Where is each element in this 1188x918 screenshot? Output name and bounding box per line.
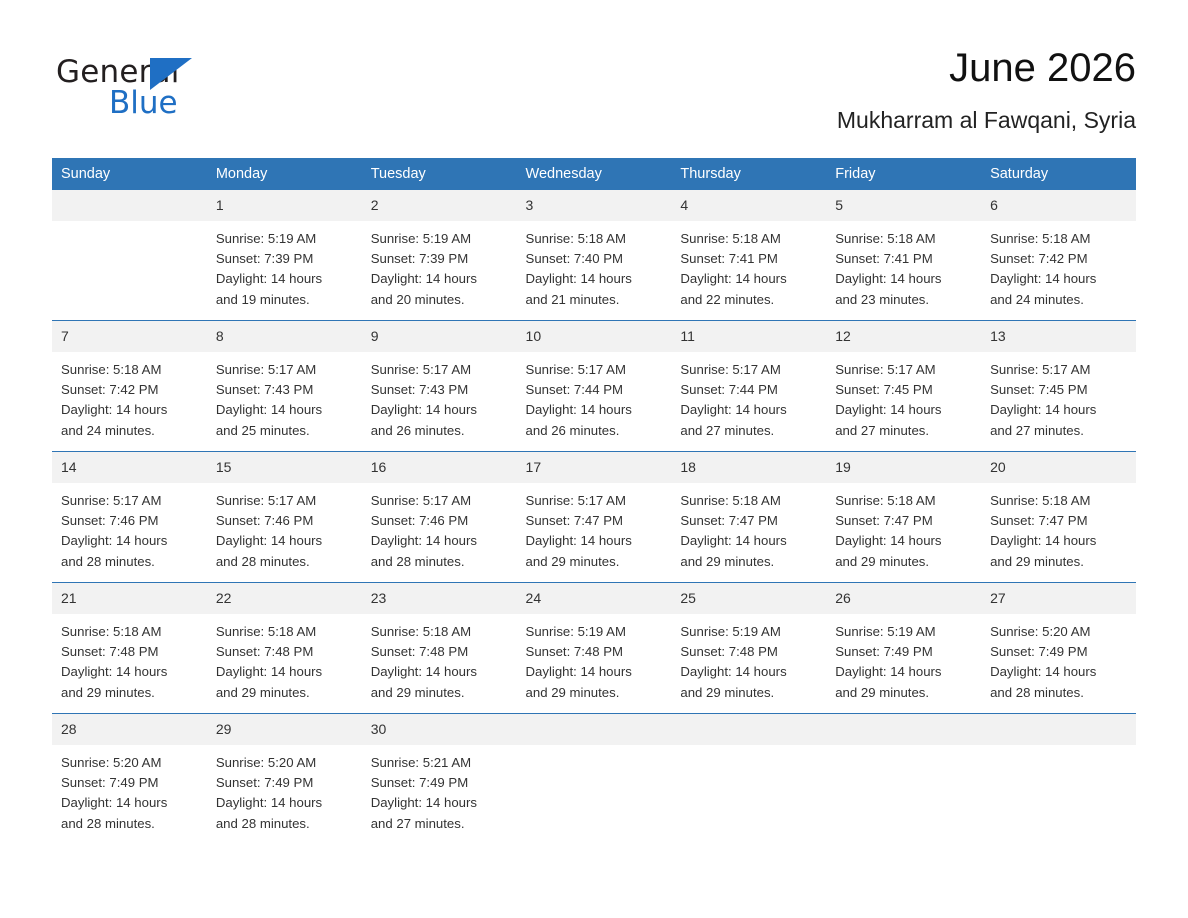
day-info-line: and 29 minutes. [835,684,930,700]
day-info-line: Sunrise: 5:19 AM [525,624,626,639]
day-number: 1 [207,190,362,221]
day-info-line: Sunset: 7:47 PM [680,513,778,529]
day-sun-info [826,221,981,310]
calendar-day-cell [981,320,1136,451]
day-info-line: Sunset: 7:48 PM [215,644,314,660]
day-box[interactable] [981,451,1136,582]
day-info-line: Sunrise: 5:19 AM [215,231,317,246]
day-info-line: Sunrise: 5:18 AM [990,493,1091,508]
day-info-line: and 29 minutes. [990,553,1084,569]
calendar-day-cell [671,713,826,844]
day-info-line: Sunrise: 5:20 AM [990,624,1091,639]
day-number: 29 [207,714,362,745]
day-info-line: and 29 minutes. [525,553,620,569]
day-number: 18 [671,452,826,483]
day-sun-info [517,352,672,441]
calendar-day-cell [517,451,672,582]
calendar-day-cell [826,582,981,713]
day-info-line: and 22 minutes. [680,291,775,307]
day-sun-info [517,483,672,572]
day-sun-info [981,614,1136,703]
day-info-line: Daylight: 14 hours [525,533,632,549]
day-sun-info [981,221,1136,310]
day-number: 25 [671,583,826,614]
day-info-line: Sunrise: 5:17 AM [61,493,162,508]
weekday-header-monday: Monday [207,158,362,189]
day-info-line: Sunrise: 5:21 AM [370,755,472,770]
day-info-line: Daylight: 14 hours [990,402,1097,418]
day-info-line: Daylight: 14 hours [61,533,168,549]
day-info-line: and 29 minutes. [835,553,930,569]
day-info-line: Daylight: 14 hours [370,271,477,287]
day-info-line: and 29 minutes. [215,684,310,700]
calendar-day-cell [517,713,672,844]
day-sun-info [52,352,207,441]
day-box[interactable] [671,320,826,451]
day-info-line: Sunset: 7:49 PM [61,775,159,791]
day-info-line: Daylight: 14 hours [215,402,323,418]
day-info-line: Sunrise: 5:17 AM [215,493,317,508]
day-number: 2 [362,190,517,221]
calendar-day-cell [207,189,362,320]
day-box[interactable] [52,451,207,582]
day-number: 13 [981,321,1136,352]
day-number: 12 [826,321,981,352]
day-info-line: Sunset: 7:39 PM [370,251,469,267]
day-info-line: Sunset: 7:44 PM [525,382,624,398]
day-sun-info [826,483,981,572]
day-info-line: Sunrise: 5:17 AM [370,493,472,508]
day-sun-info [826,614,981,703]
day-info-line: Sunset: 7:42 PM [990,251,1088,267]
day-number: 3 [517,190,672,221]
calendar-day-cell [362,713,517,844]
day-info-line: Sunrise: 5:18 AM [61,624,162,639]
day-info-line: Sunrise: 5:18 AM [680,493,781,508]
day-box[interactable] [826,320,981,451]
day-sun-info [362,745,517,834]
day-sun-info [52,745,207,834]
day-info-line: and 27 minutes. [680,422,775,438]
day-number: 4 [671,190,826,221]
day-info-line: Sunset: 7:40 PM [525,251,624,267]
day-number: 22 [207,583,362,614]
day-info-line: Sunrise: 5:18 AM [61,362,162,377]
weekday-header-friday: Friday [826,158,981,189]
day-info-line: and 28 minutes. [61,815,155,831]
day-info-line: Daylight: 14 hours [215,271,323,287]
day-info-line: Daylight: 14 hours [680,402,787,418]
day-number: 15 [207,452,362,483]
calendar-day-cell [362,582,517,713]
day-info-line: and 19 minutes. [215,291,310,307]
day-info-line: Sunset: 7:41 PM [680,251,778,267]
day-info-line: and 24 minutes. [61,422,155,438]
day-info-line: Sunset: 7:49 PM [215,775,314,791]
day-sun-info [207,221,362,310]
day-info-line: and 29 minutes. [370,684,465,700]
calendar-day-cell [207,320,362,451]
calendar-day-cell [517,189,672,320]
day-box[interactable] [981,582,1136,713]
day-info-line: Sunrise: 5:17 AM [215,362,317,377]
day-number: 10 [517,321,672,352]
day-info-line: Sunrise: 5:17 AM [835,362,936,377]
calendar-week-row [52,189,1136,320]
day-box[interactable] [671,189,826,320]
day-info-line: Sunrise: 5:20 AM [61,755,162,770]
day-sun-info [207,745,362,834]
page-title: June 2026 [949,46,1136,90]
day-info-line: Sunrise: 5:19 AM [370,231,472,246]
day-sun-info [671,352,826,441]
day-number: 27 [981,583,1136,614]
day-box-empty [826,713,981,844]
day-info-line: Daylight: 14 hours [525,402,632,418]
day-number [671,714,826,745]
calendar-day-cell [52,189,207,320]
day-info-line: Daylight: 14 hours [61,402,168,418]
day-sun-info [671,614,826,703]
day-info-line: Sunrise: 5:19 AM [835,624,936,639]
day-info-line: Sunset: 7:48 PM [61,644,159,660]
day-info-line: and 21 minutes. [525,291,620,307]
weekday-header-sunday: Sunday [52,158,207,189]
day-number: 16 [362,452,517,483]
calendar-day-cell [671,582,826,713]
day-number [826,714,981,745]
day-box[interactable] [207,189,362,320]
day-info-line: Daylight: 14 hours [61,664,168,680]
day-info-line: and 28 minutes. [215,815,310,831]
day-info-line: Sunset: 7:47 PM [990,513,1088,529]
day-number: 23 [362,583,517,614]
day-info-line: Sunrise: 5:17 AM [525,362,626,377]
day-info-line: Sunset: 7:49 PM [370,775,469,791]
day-info-line: Daylight: 14 hours [835,664,942,680]
day-info-line: Daylight: 14 hours [215,795,323,811]
day-box[interactable] [826,451,981,582]
day-sun-info [207,352,362,441]
day-box[interactable] [826,582,981,713]
calendar-body [52,189,1136,844]
day-box-empty [671,713,826,844]
day-box-empty [52,189,207,320]
day-info-line: Daylight: 14 hours [370,402,477,418]
day-sun-info [207,483,362,572]
day-info-line: and 29 minutes. [680,553,775,569]
day-box[interactable] [362,320,517,451]
day-box[interactable] [517,582,672,713]
day-number: 8 [207,321,362,352]
day-info-line: Daylight: 14 hours [680,271,787,287]
calendar-day-cell [981,189,1136,320]
day-box[interactable] [207,451,362,582]
weekday-header-tuesday: Tuesday [362,158,517,189]
day-sun-info [517,614,672,703]
day-sun-info [671,483,826,572]
day-info-line: Daylight: 14 hours [215,533,323,549]
calendar-day-cell [671,451,826,582]
calendar-day-cell [52,320,207,451]
day-info-line: Sunset: 7:46 PM [370,513,469,529]
calendar-day-cell [52,713,207,844]
day-box[interactable] [517,320,672,451]
day-box[interactable] [52,582,207,713]
day-number: 30 [362,714,517,745]
day-number: 24 [517,583,672,614]
day-number: 26 [826,583,981,614]
day-info-line: and 27 minutes. [370,815,465,831]
day-sun-info [207,614,362,703]
calendar-day-cell [981,713,1136,844]
day-info-line: and 26 minutes. [525,422,620,438]
day-info-line: Sunrise: 5:20 AM [215,755,317,770]
calendar-day-cell [981,582,1136,713]
location-subtitle: Mukharram al Fawqani, Syria [836,107,1136,133]
day-info-line: Daylight: 14 hours [370,533,477,549]
day-info-line: Daylight: 14 hours [990,533,1097,549]
day-info-line: and 25 minutes. [215,422,310,438]
day-sun-info [52,614,207,703]
day-info-line: Daylight: 14 hours [835,533,942,549]
day-number [517,714,672,745]
day-info-line: Sunset: 7:49 PM [990,644,1088,660]
day-number: 19 [826,452,981,483]
day-info-line: Sunrise: 5:18 AM [835,493,936,508]
day-box[interactable] [981,189,1136,320]
day-info-line: Sunrise: 5:17 AM [680,362,781,377]
day-box[interactable] [362,713,517,844]
day-info-line: Sunrise: 5:17 AM [990,362,1091,377]
day-sun-info [362,483,517,572]
calendar-day-cell [671,189,826,320]
day-info-line: Sunset: 7:45 PM [835,382,933,398]
weekday-header-thursday: Thursday [671,158,826,189]
calendar-week-row [52,320,1136,451]
day-info-line: and 28 minutes. [990,684,1084,700]
calendar-day-cell [826,189,981,320]
day-info-line: Sunset: 7:43 PM [215,382,314,398]
day-info-line: Daylight: 14 hours [370,795,477,811]
day-info-line: Sunrise: 5:18 AM [370,624,472,639]
day-info-line: Sunset: 7:47 PM [835,513,933,529]
day-info-line: Sunset: 7:48 PM [525,644,624,660]
calendar-day-cell [826,713,981,844]
day-box[interactable] [362,451,517,582]
day-box[interactable] [52,713,207,844]
calendar-day-cell [207,451,362,582]
day-info-line: Sunset: 7:44 PM [680,382,778,398]
day-number: 20 [981,452,1136,483]
day-number: 5 [826,190,981,221]
day-info-line: Daylight: 14 hours [990,664,1097,680]
calendar-week-row [52,582,1136,713]
day-info-line: Daylight: 14 hours [835,402,942,418]
day-info-line: Sunset: 7:42 PM [61,382,159,398]
day-box[interactable] [517,451,672,582]
calendar-day-cell [981,451,1136,582]
day-sun-info [52,483,207,572]
day-box[interactable] [826,189,981,320]
day-info-line: Sunset: 7:43 PM [370,382,469,398]
day-box[interactable] [207,320,362,451]
day-sun-info [362,352,517,441]
day-info-line: and 20 minutes. [370,291,465,307]
day-number: 28 [52,714,207,745]
day-number: 14 [52,452,207,483]
day-info-line: Sunrise: 5:18 AM [525,231,626,246]
weekday-header-saturday: Saturday [981,158,1136,189]
calendar-week-row [52,451,1136,582]
day-box[interactable] [362,582,517,713]
day-info-line: Sunrise: 5:18 AM [835,231,936,246]
day-info-line: Daylight: 14 hours [215,664,323,680]
day-info-line: Daylight: 14 hours [990,271,1097,287]
day-sun-info [826,352,981,441]
day-info-line: Sunrise: 5:18 AM [215,624,317,639]
day-info-line: Sunset: 7:46 PM [61,513,159,529]
day-info-line: and 27 minutes. [990,422,1084,438]
calendar-day-cell [826,451,981,582]
day-info-line: and 29 minutes. [680,684,775,700]
day-number: 6 [981,190,1136,221]
weekday-header-row [52,158,1136,189]
day-info-line: and 26 minutes. [370,422,465,438]
calendar-day-cell [207,582,362,713]
day-number: 21 [52,583,207,614]
day-number: 17 [517,452,672,483]
day-info-line: and 28 minutes. [61,553,155,569]
day-box[interactable] [52,320,207,451]
day-info-line: Sunset: 7:45 PM [990,382,1088,398]
day-box[interactable] [671,582,826,713]
day-box[interactable] [207,582,362,713]
day-box[interactable] [517,189,672,320]
logo-text-blue: Blue [109,85,178,121]
sunrise-sunset-calendar [52,158,1136,844]
day-sun-info [981,483,1136,572]
calendar-day-cell [517,320,672,451]
day-info-line: Sunrise: 5:19 AM [680,624,781,639]
day-sun-info [981,352,1136,441]
calendar-day-cell [517,582,672,713]
day-info-line: Daylight: 14 hours [680,533,787,549]
day-number [981,714,1136,745]
calendar-day-cell [52,451,207,582]
day-info-line: Sunrise: 5:17 AM [370,362,472,377]
day-info-line: Sunset: 7:39 PM [215,251,314,267]
calendar-day-cell [362,189,517,320]
day-info-line: Daylight: 14 hours [525,664,632,680]
day-info-line: and 23 minutes. [835,291,930,307]
day-info-line: Sunset: 7:48 PM [370,644,469,660]
day-info-line: and 27 minutes. [835,422,930,438]
day-sun-info [362,614,517,703]
day-info-line: Daylight: 14 hours [370,664,477,680]
day-sun-info [517,221,672,310]
day-info-line: Daylight: 14 hours [525,271,632,287]
day-info-line: Sunrise: 5:18 AM [680,231,781,246]
day-info-line: Daylight: 14 hours [835,271,942,287]
day-box[interactable] [981,320,1136,451]
day-number: 11 [671,321,826,352]
day-info-line: Sunset: 7:49 PM [835,644,933,660]
day-sun-info [362,221,517,310]
day-info-line: Daylight: 14 hours [61,795,168,811]
calendar-day-cell [207,713,362,844]
logo-text-general: General [56,54,180,90]
calendar-day-cell [362,320,517,451]
day-info-line: Sunrise: 5:18 AM [990,231,1091,246]
day-box[interactable] [671,451,826,582]
calendar-week-row [52,713,1136,844]
day-number: 7 [52,321,207,352]
day-box-empty [981,713,1136,844]
calendar-day-cell [362,451,517,582]
generalblue-logo [56,54,296,126]
day-info-line: and 28 minutes. [215,553,310,569]
day-info-line: and 28 minutes. [370,553,465,569]
day-info-line: Daylight: 14 hours [680,664,787,680]
day-box-empty [517,713,672,844]
page-header [52,46,1136,146]
day-info-line: Sunset: 7:41 PM [835,251,933,267]
day-sun-info [671,221,826,310]
day-info-line: Sunrise: 5:17 AM [525,493,626,508]
day-box[interactable] [362,189,517,320]
day-info-line: Sunset: 7:46 PM [215,513,314,529]
day-info-line: and 29 minutes. [525,684,620,700]
day-info-line: Sunset: 7:48 PM [680,644,778,660]
day-info-line: and 24 minutes. [990,291,1084,307]
weekday-header-wednesday: Wednesday [517,158,672,189]
calendar-day-cell [826,320,981,451]
day-info-line: and 29 minutes. [61,684,155,700]
day-number: 9 [362,321,517,352]
day-number [52,190,207,221]
day-info-line: Sunset: 7:47 PM [525,513,624,529]
calendar-day-cell [52,582,207,713]
calendar-day-cell [671,320,826,451]
day-box[interactable] [207,713,362,844]
